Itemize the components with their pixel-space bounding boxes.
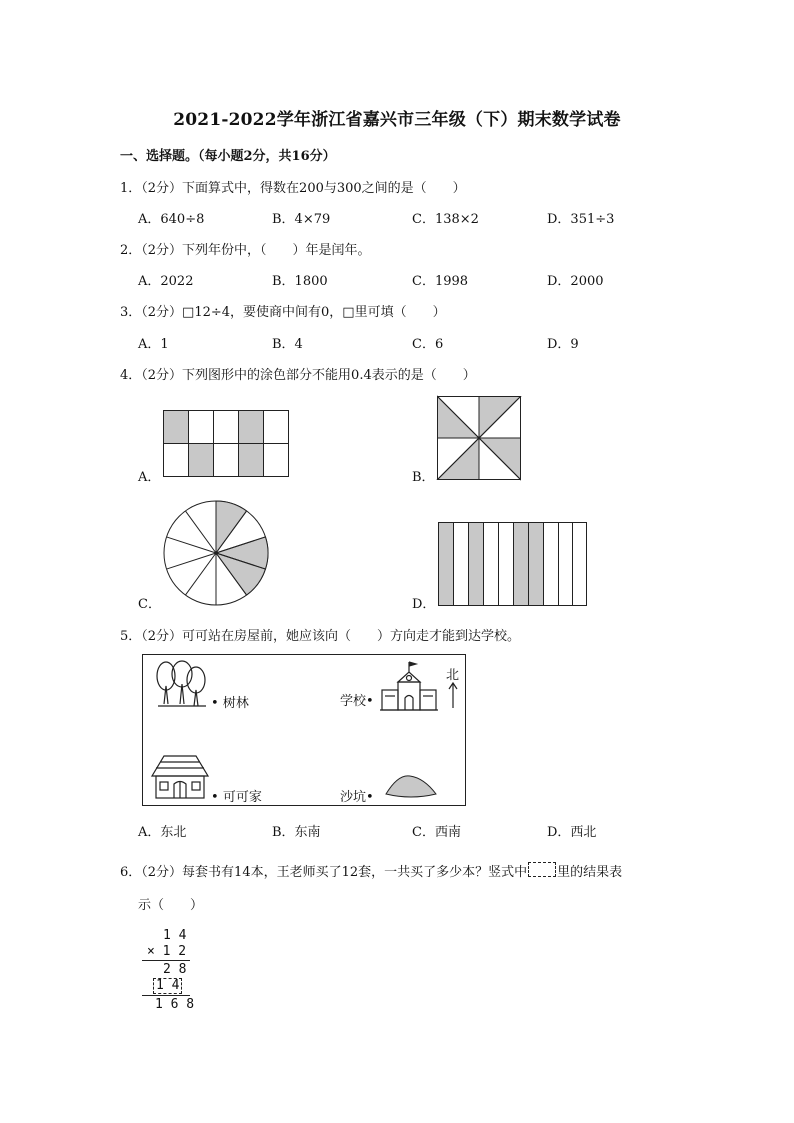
grid-cell-shaded (189, 444, 214, 477)
q5-option-a[interactable]: A．东北 (138, 825, 187, 840)
question-6-stem: 6．（2分）每套书有14本，王老师买了12套，一共买了多少本？竖式中 里的结果表 (120, 861, 622, 880)
vertical-row-3: 2 8 (163, 962, 187, 977)
dashed-box-icon (528, 862, 556, 877)
school-icon (380, 660, 438, 712)
house-icon (150, 752, 210, 800)
grid-cell-shaded (239, 411, 264, 444)
q1-option-a[interactable]: A．640÷8 (138, 212, 205, 227)
page-title: 2021-2022学年浙江省嘉兴市三年级（下）期末数学试卷 (173, 110, 621, 130)
question-6-stem-cont: 示（ ） (138, 898, 204, 913)
question-5-stem: 5．（2分）可可站在房屋前，她应该向（ ）方向走才能到达学校。 (120, 629, 521, 644)
vertical-row-4-boxed: 1 4 (153, 978, 182, 994)
figure-b-label[interactable]: B． (412, 470, 435, 485)
figure-d-strips (438, 522, 588, 606)
north-arrow-icon (448, 682, 458, 708)
grid-cell-shaded (164, 411, 189, 444)
question-1-stem: 1．（2分）下面算式中，得数在200与300之间的是（ ） (120, 181, 466, 196)
q2-option-b[interactable]: B．1800 (272, 274, 328, 289)
sandpit-icon (384, 774, 438, 798)
figure-a-label[interactable]: A． (138, 470, 161, 485)
vertical-row-2: × 1 2 (147, 944, 187, 959)
figure-c-circle (163, 500, 269, 606)
vertical-line-1 (142, 960, 190, 961)
q5-option-b[interactable]: B．东南 (272, 825, 321, 840)
q2-option-c[interactable]: C．1998 (412, 274, 469, 289)
question-4-stem: 4．（2分）下列图形中的涂色部分不能用0.4表示的是（ ） (120, 368, 476, 383)
vertical-row-1: 1 4 (163, 928, 187, 943)
q3-option-a[interactable]: A．1 (138, 337, 169, 352)
figure-c-label[interactable]: C． (138, 597, 161, 612)
q3-option-b[interactable]: B．4 (272, 337, 303, 352)
q1-option-d[interactable]: D．351÷3 (547, 212, 615, 227)
north-label: 北 (446, 668, 460, 683)
grid-cell-shaded (239, 444, 264, 477)
question-3-stem: 3．（2分）□12÷4，要使商中间有0，□里可填（ ） (120, 305, 446, 320)
q3-option-d[interactable]: D．9 (547, 337, 579, 352)
map-label-forest: • 树林 (211, 696, 249, 711)
section-heading: 一、选择题。（每小题2分，共16分） (120, 149, 336, 164)
q5-option-c[interactable]: C．西南 (412, 825, 461, 840)
figure-d-label[interactable]: D． (412, 597, 436, 612)
tree-icon (154, 660, 210, 708)
q1-option-b[interactable]: B．4×79 (272, 212, 331, 227)
map-label-school: 学校• (340, 694, 374, 709)
q2-option-a[interactable]: A．2022 (138, 274, 194, 289)
q5-option-d[interactable]: D．西北 (547, 825, 597, 840)
q1-option-c[interactable]: C．138×2 (412, 212, 479, 227)
vertical-line-2 (142, 995, 190, 996)
map-label-home: • 可可家 (211, 790, 262, 805)
q3-option-c[interactable]: C．6 (412, 337, 444, 352)
q2-option-d[interactable]: D．2000 (547, 274, 604, 289)
question-2-stem: 2．（2分）下列年份中，（ ）年是闰年。 (120, 243, 371, 258)
vertical-row-5: 1 6 8 (155, 997, 195, 1012)
figure-a-grid (163, 410, 290, 478)
map-label-sand: 沙坑• (340, 790, 374, 805)
figure-b-square (437, 396, 521, 480)
